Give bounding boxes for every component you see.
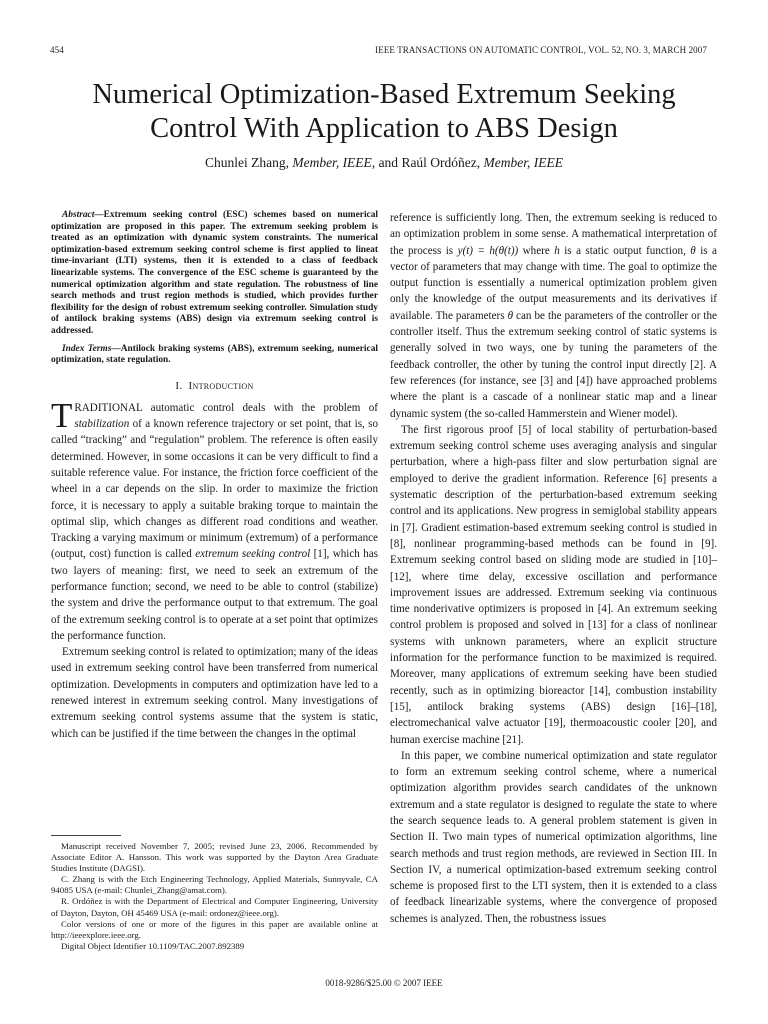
author-conjunction: and xyxy=(378,155,399,170)
section-title: Introduction xyxy=(188,379,254,392)
right-p1-part-d: is a vector of parameters that may change with time. The goal to optimize the output function is essentially a numerical optimization problem given only the knowledge of the output measurements and its derivatives if available. The parameters xyxy=(390,244,717,322)
paper-title xyxy=(30,78,738,146)
drop-cap: T xyxy=(51,395,73,435)
left-column xyxy=(51,210,378,742)
intro-paragraph-2: Extremum seeking control is related to optimization; many of the ideas used in extremum seeking control have been transferred from numerical optimization. Developments in computers and optimization have led to a renewed interest in extremum seeking control. Many investigations of extremum seeking control systems assume that the system is static, which can be justified if the time between the changes in the optimal xyxy=(51,646,378,740)
right-p1-part-b: where xyxy=(518,244,555,257)
right-paragraph-1 xyxy=(390,210,717,422)
footnote-color: Color versions of one or more of the figures in this paper are available online at http://ieeexplore.ieee.org. xyxy=(51,918,378,940)
author-1: Chunlei Zhang, xyxy=(204,155,289,170)
right-p1-part-c: is a static output function, xyxy=(559,244,691,257)
math-theta: θ xyxy=(690,244,696,257)
intro-p1-part-a: RADITIONAL automatic control deals with the problem of xyxy=(74,401,378,414)
title-line-1: Numerical Optimization-Based Extremum Seeking xyxy=(92,79,676,110)
footnote-rule xyxy=(51,835,121,836)
footnote-zhang: C. Zhang is with the Etch Engineering Technology, Applied Materials, Sunnyvale, CA 94085 USA (e-mail: Chunlei_Zhang@amat.com). xyxy=(51,874,378,896)
footnote-doi: Digital Object Identifier 10.1109/TAC.2007.892389 xyxy=(61,940,245,951)
author-1-affiliation: Member, IEEE, xyxy=(292,155,376,170)
intro-p1-emphasis-2: extremum seeking control xyxy=(195,548,311,561)
intro-paragraph-1 xyxy=(51,395,378,644)
abstract-text: Extremum seeking control (ESC) schemes based on numerical optimization are proposed in this paper. The extremum seeking problem is treated as an optimization with dynamic system constraints. The numerical optimization-based extremum seeking control scheme is first applied to lineat time-invariant (LTI) systems, then it is extended to a class of feedback linearizable systems. The convergence of the ESC scheme is guaranteed by the numerical optimization algorithm and state regulation. The robustness of line search methods and trust region methods is studied, which provides further flexibility for the design of robust extremum seeking controller. Simulation study of antilock braking systems (ABS) design via extremum seeking control is addressed. xyxy=(51,210,378,336)
right-paragraph-2: The first rigorous proof [5] of local stability of perturbation-based extremum seeking control scheme uses averaging analysis and singular perturbation, where a high-pass filter and slow perturbation signal are employed to derive the gradient information. Reference [6] presents a systematic description of the perturbation-based extremum seeking control and its applications. New progress in semiglobal stability appears in [7]. Gradient estimation-based extremum seeking control is studied in [8], nonlinear programming-based methods can be found in [9]. Extremum seeking control based on sliding mode are studied in [10]–[12], where time delay, excessive oscillation and performance improvement issues are addressed. Extremum seeking via continuous time nonderivative optimizers is proposed in [4]. An extremum seeking control problem is proposed and solved in [13] for a class of nonlinear systems with unknown parameters, where an explicit structure information for the performance function to be maximized is required. Moreover, many applications of extremum seeking have been studied recently, such as in optimizing bioreactor [14], combustion instability [15], antilock braking systems (ABS) design [16]–[18], electromechanical valve actuator [19], thermoacoustic cooler [20], and human exercise machine [21]. xyxy=(390,423,717,746)
right-paragraph-3: In this paper, we combine numerical optimization and state regulator to form an extremum seeking control scheme, where a numerical optimization algorithm provides search candidates of the unknown extremum and a state regulator is designed to regulate the state to where the search sequence leads to. A general problem statement is given in Section II. Two main types of numerical optimization algorithms, line search methods and trust region methods, are reviewed in Section III. In Section IV, a numerical optimization-based extremum seeking control scheme is proposed first to the LTI system, then it is extended to a class of feedback linearizable systems, where the convergence of proposed schemes is analyzed. Then, the robustness issues xyxy=(390,749,717,925)
index-terms-text: Antilock braking systems (ABS), extremum seeking, numerical optimization, state regulation. xyxy=(51,343,378,366)
index-terms xyxy=(51,344,378,367)
footnote-manuscript: Manuscript received November 7, 2005; revised June 23, 2006. Recommended by Associate Editor A. Hansson. This work was supported by the Dayton Area Graduate Studies Institute (DAGSI). xyxy=(51,841,378,874)
math-theta-2: θ xyxy=(507,309,514,322)
right-column xyxy=(390,210,717,927)
footnotes xyxy=(51,841,378,952)
intro-p1-part-c: [1], which has two layers of meaning: first, we need to seek an extremum of the performance function; second, we need to be able to control (stabilize) the system and drive the performance output to that extremum. The goal of the extremum seeking control is to operate at a set point that optimizes the performance function. xyxy=(51,548,378,642)
footnote-ordonez: R. Ordóñez is with the Department of Electrical and Computer Engineering, University of Dayton, Dayton, OH 45469 USA (e-mail: ordonez@ieee.org). xyxy=(51,896,378,918)
abstract xyxy=(51,210,378,338)
intro-p1-part-b: of a known reference trajectory or set point, that is, so called “tracking” and “regulation” problem. The reference is often easily determined. However, in some occasions it can be very difficult to find a suitable reference value. For instance, the friction force coefficient of the wheel in a car depends on the slip. In order to maximize the friction force, it is necessary to apply a suitable braking torque to maintain the optimal slip, which changes as different road conditions and weather. Tracking a varying maximum or minimum (extremum) of a performance (output, cost) function is called xyxy=(51,418,378,561)
intro-p1-emphasis-1: stabilization xyxy=(74,418,130,431)
author-2-affiliation: Member, IEEE xyxy=(483,155,564,170)
right-p1-part-e: can be the parameters of the controller or the controller itself. Thus the extremum seeking control of static systems is generally solved in two ways, one by tuning the parameters of the feedback controller, the other by tuning the control input directly [2]. A few references (for instance, see [3] and [4]) have approached problems where the plant is a cascade of a nonlinear static map and a linear dynamic system (the so-called Hammerstein and Wiener model). xyxy=(390,309,717,420)
math-h: h xyxy=(554,244,560,257)
math-output-equation: y(t) = h(θ(t)) xyxy=(457,244,519,257)
abstract-label: Abstract— xyxy=(62,210,104,220)
right-p1-part-a: reference is sufficiently long. Then, the extremum seeking is reduced to an optimization problem in some sense. A mathematical interpretation of the process is xyxy=(390,212,717,257)
section-number: I. xyxy=(175,379,183,392)
index-terms-label: Index Terms— xyxy=(62,343,121,354)
title-line-2: Control With Application to ABS Design xyxy=(150,113,618,144)
author-2: Raúl Ordóñez, xyxy=(401,155,481,170)
journal-header: IEEE TRANSACTIONS ON AUTOMATIC CONTROL, VOL. 52, NO. 3, MARCH 2007 xyxy=(375,45,707,55)
copyright-line: 0018-9286/$25.00 © 2007 IEEE xyxy=(325,978,443,988)
page-number: 454 xyxy=(50,45,64,55)
section-heading-introduction xyxy=(51,378,378,394)
author-line xyxy=(30,155,738,171)
